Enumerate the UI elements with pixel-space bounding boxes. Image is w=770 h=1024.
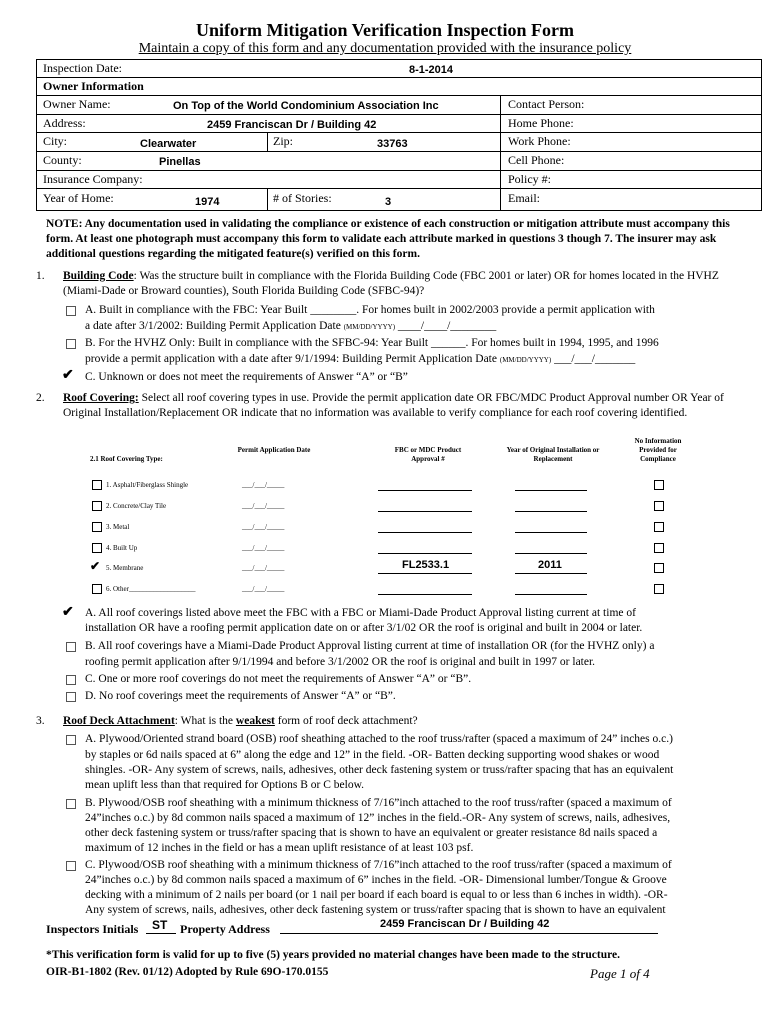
stories-label: # of Stories:: [273, 191, 332, 205]
insurance-company-label: Insurance Company:: [43, 172, 143, 186]
owner-name-value[interactable]: On Top of the World Condominium Association Inc: [173, 100, 439, 112]
q3-number: 3.: [36, 715, 45, 727]
roof-row-no-info-checkbox[interactable]: [654, 522, 664, 532]
roof-row-permit-date[interactable]: ___/___/_____: [242, 585, 285, 593]
roof-row-label: 1. Asphalt/Fiberglass Shingle: [106, 481, 189, 489]
q1-a-line1: A. Built in compliance with the FBC: Year Built ________. For homes built in 2002/2003 provide a permit application with: [85, 304, 655, 316]
roof-row-permit-date[interactable]: ___/___/_____: [242, 544, 285, 552]
roof-row-label: 6. Other___________________: [106, 585, 196, 593]
year-of-home-label: Year of Home:: [43, 191, 114, 205]
q3-b-line3: other deck fastening system or truss/rafter spacing that is shown to have an equivalent or greater resistance 8d nails spaced a: [85, 827, 658, 839]
roof-covering-type-header: 2.1 Roof Covering Type:: [90, 455, 163, 463]
q2-c-text: C. One or more roof coverings do not meet the requirements of Answer “A” or “B”.: [85, 673, 472, 685]
roof-row-no-info-checkbox[interactable]: [654, 543, 664, 553]
address-label: Address:: [43, 116, 86, 130]
q3-a-line3: shingles. -OR- Any system of screws, nails, adhesives, other deck fastening system or truss/rafter spacing that has an equivalent: [85, 764, 674, 776]
q2-a-line2: installation OR have a roofing permit application date on or after 3/1/02 OR the roof is original and built in 2004 or later.: [85, 622, 643, 634]
policy-label: Policy #:: [508, 172, 552, 186]
q2-a-checkmark[interactable]: ✔: [62, 605, 74, 620]
roof-row-permit-date[interactable]: ___/___/_____: [242, 481, 285, 489]
q3-b-checkbox[interactable]: [66, 799, 76, 809]
validity-statement: *This verification form is valid for up to five (5) years provided no material changes have been made to the structure.: [46, 949, 620, 961]
roof-row-label: 4. Built Up: [106, 544, 138, 552]
roof-row-fbc-line: [378, 511, 472, 512]
work-phone-label: Work Phone:: [508, 134, 571, 148]
roof-row-no-info-checkbox[interactable]: [654, 563, 664, 573]
q1-text: Building Code: Was the structure built in compliance with the Florida Building Code (FBC 2001 or later) OR for homes located in the HVHZ (Miami-Dade or Broward counties), South Florida Building Code (SFBC-94)?: [63, 270, 719, 297]
roof-row-checkbox[interactable]: [92, 584, 102, 594]
roof-row-year-line: [515, 511, 587, 512]
inspector-initials-label: Inspectors Initials: [46, 922, 139, 936]
roof-row-label: 2. Concrete/Clay Tile: [106, 502, 167, 510]
q3-b-line2: 24”inches o.c.) by 8d common nails spaced a maximum of 12” inches in the field.-OR- Any system of screws, nails, adhesives,: [85, 812, 671, 824]
roof-row-checkmark[interactable]: ✔: [90, 559, 101, 573]
home-phone-label: Home Phone:: [508, 116, 574, 130]
q3-text: Roof Deck Attachment: What is the weakest form of roof deck attachment?: [63, 715, 418, 727]
page-number: Page 1 of 4: [590, 966, 650, 981]
q3-a-checkbox[interactable]: [66, 735, 76, 745]
roof-row-fbc-line: [378, 553, 472, 554]
q3-c-line2: 24”inches o.c.) by 8d common nails spaced a maximum of 6” inches in the field. -OR- Dimensional lumber/Tongue & Groove: [85, 874, 667, 886]
roof-row-label: 5. Membrane: [106, 564, 144, 572]
q1-b-line1: B. For the HVHZ Only: Built in compliance with the SFBC-94: Year Built ______. For homes built in 1994, 1995, and 1996: [85, 337, 659, 349]
roof-row-no-info-checkbox[interactable]: [654, 501, 664, 511]
roof-row-checkbox[interactable]: [92, 543, 102, 553]
county-value[interactable]: Pinellas: [159, 156, 201, 168]
q2-b-line2: roofing permit application after 9/1/1994 and before 3/1/2002 OR the roof is original and built in 1997 or later.: [85, 656, 596, 668]
roof-row-no-info-checkbox[interactable]: [654, 584, 664, 594]
roof-row-permit-date[interactable]: ___/___/_____: [242, 523, 285, 531]
q1-a-checkbox[interactable]: [66, 306, 76, 316]
roof-row-fbc-line: [378, 594, 472, 595]
q2-b-line1: B. All roof coverings have a Miami-Dade Product Approval listing current at time of installation OR (for the HVHZ only) a: [85, 640, 655, 652]
q2-c-checkbox[interactable]: [66, 675, 76, 685]
fbc-approval-header: FBC or MDC Product Approval #: [394, 446, 462, 463]
q3-a-line4: mean uplift less than that required for Options B or C below.: [85, 779, 365, 791]
form-id: OIR-B1-1802 (Rev. 01/12) Adopted by Rule 69O-170.0155: [46, 966, 329, 978]
roof-row-year-line: [515, 532, 587, 533]
roof-row-fbc-line: [378, 490, 472, 491]
roof-row-year-line: [515, 490, 587, 491]
roof-row-label: 3. Metal: [106, 523, 130, 531]
cell-phone-label: Cell Phone:: [508, 153, 565, 167]
q1-a-line2: a date after 3/1/2002: Building Permit Application Date (MM/DD/YYYY) ____/____/________: [85, 320, 497, 332]
roof-row-checkbox[interactable]: [92, 501, 102, 511]
q3-b-line1: B. Plywood/OSB roof sheathing with a minimum thickness of 7/16”inch attached to the roof truss/rafter (spaced a maximum of: [85, 797, 672, 809]
roof-row-checkbox[interactable]: [92, 480, 102, 490]
initials-underline: [146, 933, 176, 934]
owner-info-grid: [36, 59, 762, 211]
county-label: County:: [43, 153, 82, 167]
city-label: City:: [43, 134, 68, 148]
roof-row-year-line: [515, 573, 587, 574]
roof-row-fbc-line: [378, 573, 472, 574]
email-label: Email:: [508, 191, 540, 205]
roof-row-year-line: [515, 594, 587, 595]
q1-b-line2: provide a permit application with a date after 9/1/1994: Building Permit Application Date (MM/DD/YYYY) ___/___/_______: [85, 353, 636, 365]
form-title: Uniform Mitigation Verification Inspection Form: [196, 20, 574, 40]
stories-value[interactable]: 3: [385, 196, 392, 208]
inspection-date-label: Inspection Date:: [43, 61, 122, 75]
city-value[interactable]: Clearwater: [140, 138, 197, 150]
address-value[interactable]: 2459 Franciscan Dr / Building 42: [207, 119, 377, 131]
year-install-header: Year of Original Installation or Replacement: [506, 446, 600, 463]
year-of-home-value[interactable]: 1974: [195, 196, 220, 208]
q1-c-checkmark[interactable]: ✔: [62, 368, 74, 383]
q3-c-line1: C. Plywood/OSB roof sheathing with a minimum thickness of 7/16”inch attached to the roof truss/rafter (spaced a maximum of: [85, 859, 672, 871]
q1-c-text: C. Unknown or does not meet the requirements of Answer “A” or “B”: [85, 371, 408, 383]
q2-text: Roof Covering: Select all roof covering types in use. Provide the permit application date OR FBC/MDC Product Approval number OR Year of Original Installation/Replacement OR indicate that no information was available to verify compliance for each roof covering identified.: [63, 392, 724, 419]
owner-info-heading: Owner Information: [43, 79, 144, 93]
property-address-label: Property Address: [180, 922, 270, 936]
q1-b-checkbox[interactable]: [66, 339, 76, 349]
roof-row-year-line: [515, 553, 587, 554]
roof-row-fbc-line: [378, 532, 472, 533]
inspection-date-value[interactable]: 8-1-2014: [409, 64, 454, 76]
q3-c-line4: Any system of screws, nails, adhesives, other deck fastening system or truss/rafter spacing that is shown to have an equivalent: [85, 904, 666, 916]
roof-row-year-value[interactable]: 2011: [538, 559, 562, 571]
permit-date-header: Permit Application Date: [237, 446, 311, 454]
owner-name-label: Owner Name:: [43, 97, 111, 111]
form-subtitle: Maintain a copy of this form and any documentation provided with the insurance policy: [138, 41, 632, 56]
no-info-header: No Information Provided for Compliance: [634, 437, 682, 463]
roof-row-fbc-value[interactable]: FL2533.1: [402, 559, 450, 571]
q3-a-line2: by staples or 6d nails spaced at 6” along the edge and 12” in the field. -OR- Batten decking supporting wood shakes or wood: [85, 749, 660, 761]
q2-d-text: D. No roof coverings meet the requirements of Answer “A” or “B”.: [85, 690, 396, 702]
q3-b-line4: maximum of 12 inches in the field or has a mean uplift resistance of at least 103 psf.: [85, 842, 474, 854]
q3-c-checkbox[interactable]: [66, 861, 76, 871]
roof-row-checkbox[interactable]: [92, 522, 102, 532]
q2-d-checkbox[interactable]: [66, 692, 76, 702]
q1-number: 1.: [36, 270, 45, 282]
roof-row-no-info-checkbox[interactable]: [654, 480, 664, 490]
q3-a-line1: A. Plywood/Oriented strand board (OSB) roof sheathing attached to the roof truss/rafter (spaced a maximum of 24” inches o.c.): [85, 733, 673, 745]
note-paragraph: NOTE: Any documentation used in validating the compliance or existence of each construction or mitigation attribute must accompany this form. At least one photograph must accompany this form to validate each attribute marked in questions 3 though 7. The insurer may ask additional questions regarding the mitigated feature(s) verified on this form.: [46, 218, 730, 260]
zip-label: Zip:: [273, 134, 293, 148]
q2-b-checkbox[interactable]: [66, 642, 76, 652]
q2-number: 2.: [36, 392, 45, 404]
q3-c-line3: decking with a minimum of 2 nails per board (or 1 nail per board if each board is equal to or less than 6 inches in width). -OR-: [85, 889, 668, 901]
contact-person-label: Contact Person:: [508, 97, 585, 111]
zip-value[interactable]: 33763: [377, 138, 408, 150]
roof-row-permit-date[interactable]: ___/___/_____: [242, 502, 285, 510]
roof-row-permit-date[interactable]: ___/___/_____: [242, 564, 285, 572]
inspector-initials-value[interactable]: ST: [152, 918, 168, 932]
property-address-value[interactable]: 2459 Franciscan Dr / Building 42: [380, 918, 550, 930]
property-address-underline: [280, 933, 658, 934]
q2-a-line1: A. All roof coverings listed above meet the FBC with a FBC or Miami-Dade Product Approval listing current at time of: [85, 607, 636, 619]
